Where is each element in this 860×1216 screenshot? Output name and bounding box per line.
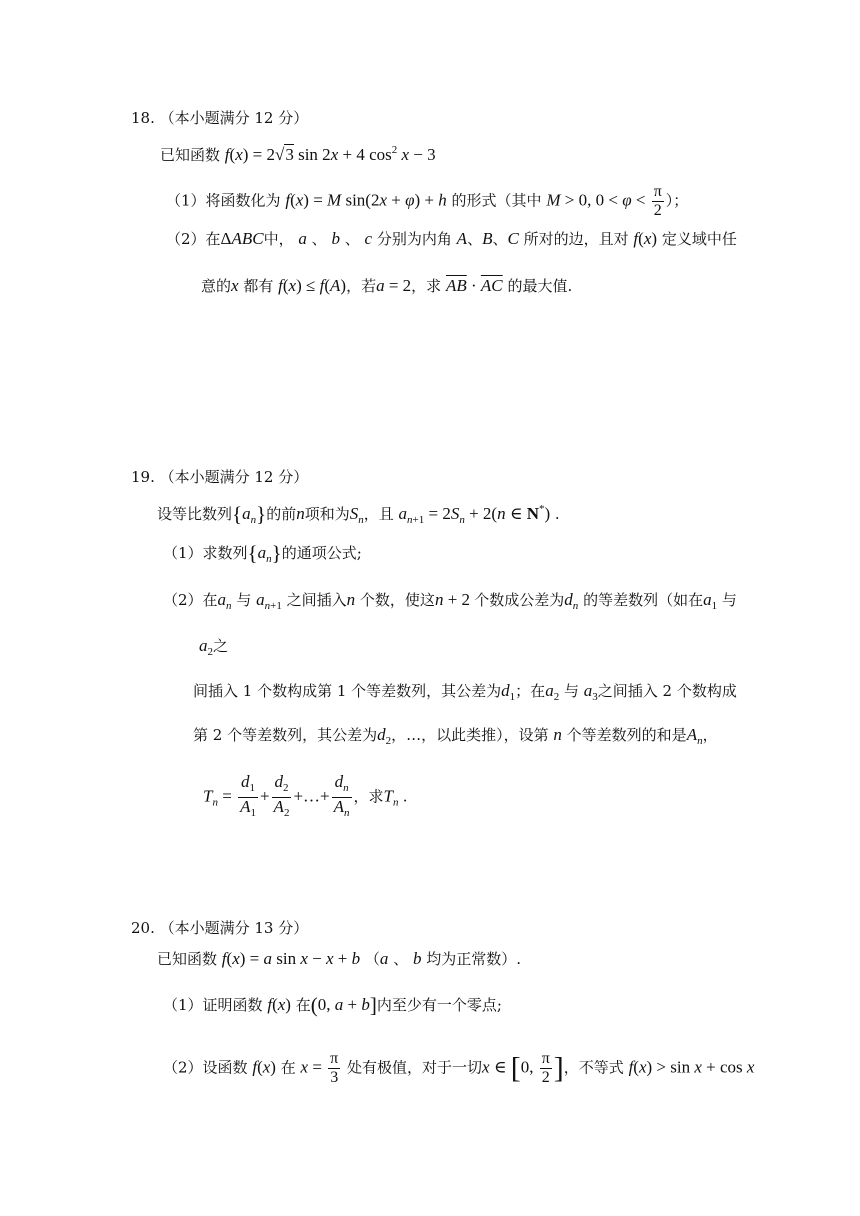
q20-intro: 已知函数 f(x) = a sin x − x + b （a 、 b 均为正常数）.: [157, 949, 522, 968]
q19-part2-line3: 间插入 1 个数构成第 1 个等差数列，其公差为$d_1$；在$a_2$ 与 $a_3$之间插入 2 个数构成: [193, 681, 737, 703]
q20-part1: （1）证明函数 f(x) 在(0, a + b]内至少有一个零点;: [163, 993, 502, 1017]
q19-part1: （1）求数列$\{a_n\}$的通项公式;: [163, 541, 362, 565]
q18-intro: 已知函数 f(x) = 2√3 sin 2x + 4 $\cos^2 x - 3$: [160, 144, 436, 164]
q20-part2: （2）设函数 f(x) 在 x = $\frac{\pi}{3}$ 处有极值，对于一切x ∈ [0, $\frac{\pi}{2}$ ]，不等式 f(x) > sin x + cos x: [163, 1050, 755, 1086]
q18-header: 18. （本小题满分 12 分）: [131, 109, 309, 127]
q19-intro: 设等比数列$\{a_n\}$的前n项和为$S_n$，且 $a_{n+1} = 2S_n + 2(n$ ∈ N*) .: [157, 502, 560, 526]
q19-part2-line1: （2）在$a_n$ 与 $a_{n+1}$ 之间插入n 个数，使这n + 2 个数成公差为$d_n$ 的等差数列（如在$a_1$ 与: [163, 590, 737, 612]
q19-header: 19. （本小题满分 12 分）: [131, 468, 309, 486]
q19-part2-line2: $a_2$之: [199, 636, 229, 658]
q18-part1: （1）将函数化为 f(x) = M sin(2x + φ) + h 的形式（其中 M > 0, 0 < φ < $\frac{\pi}{2}$ ）；: [166, 183, 689, 219]
q18-part2-line2: 意的x 都有 f(x) ≤ f(A)，若a = 2，求 $\overline{AB} \cdot \overline{AC}$ 的最大值.: [201, 276, 573, 295]
q19-part2-line5: $T_n$ = $\frac{d_1}{A_1}$ + $\frac{d_2}{A_2}$ +…+ $\frac{d_n}{A_n}$ ，求$T_n$ .: [203, 772, 408, 819]
q19-part2-line4: 第 2 个等差数列，其公差为$d_2$，…，以此类推），设第 n 个等差数列的和是$A_n$，: [193, 725, 718, 747]
q20-header: 20. （本小题满分 13 分）: [131, 919, 309, 937]
q18-part2-line1: （2）在ΔABC中， a 、 b 、 c 分别为内角 A、B、C 所对的边，且对 f(x) 定义域中任: [166, 229, 737, 248]
